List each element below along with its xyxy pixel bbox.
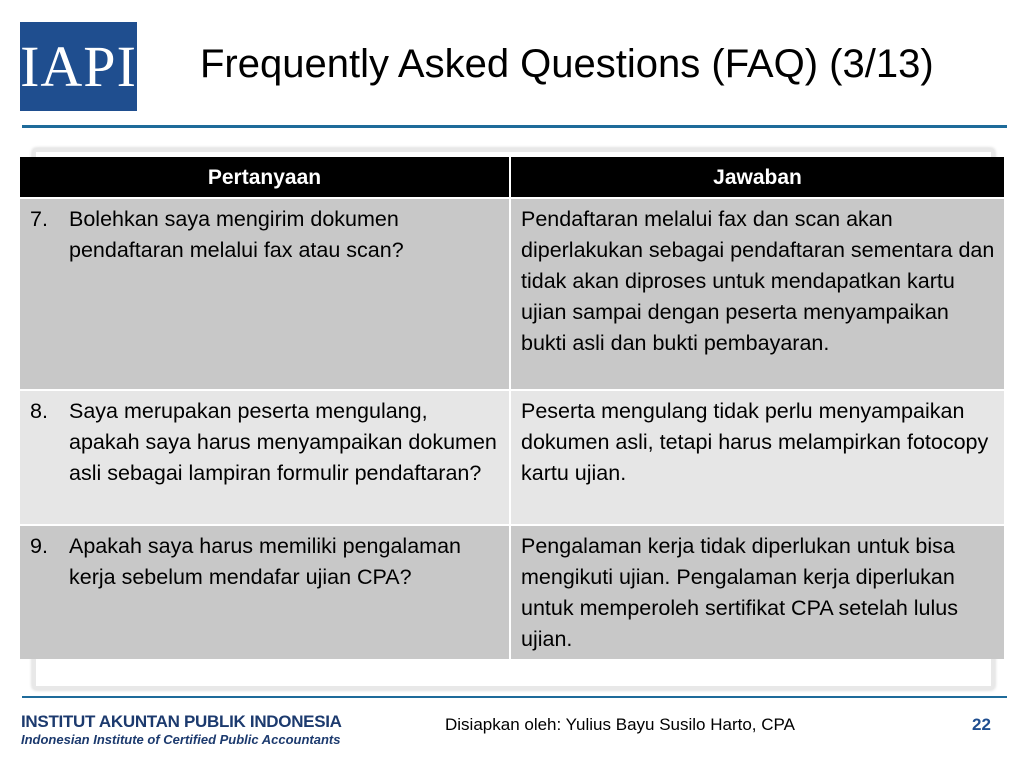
answer-text: Pengalaman kerja tidak diperlukan untuk bisa mengikuti ujian. Pengalaman kerja diperlukan untuk memperoleh sertifikat CPA setelah lulus ujian.: [521, 534, 958, 651]
question-cell: [20, 198, 510, 390]
question-number: 8.: [30, 399, 48, 423]
page-number: 22: [972, 715, 991, 734]
table-header-row: [20, 157, 1004, 198]
top-divider: [22, 125, 1007, 128]
footer-org-subtitle: Indonesian Institute of Certified Public Accountants: [21, 732, 341, 747]
faq-table: [20, 157, 1004, 659]
answer-text: Pendaftaran melalui fax dan scan akan diperlakukan sebagai pendaftaran sementara dan tidak akan diproses untuk mendapatkan kartu ujian sampai dengan peserta menyampaikan bukti asli dan bukti pembayaran.: [521, 207, 995, 355]
question-text: Bolehkan saya mengirim dokumen pendaftaran melalui fax atau scan?: [69, 207, 404, 262]
answer-text: Peserta mengulang tidak perlu menyampaikan dokumen asli, tetapi harus melampirkan fotocopy kartu ujian.: [521, 399, 989, 485]
table-row: [20, 525, 1004, 659]
question-text: Saya merupakan peserta mengulang, apakah saya harus menyampaikan dokumen asli sebagai lampiran formulir pendaftaran?: [69, 399, 497, 485]
bottom-divider: [22, 696, 1007, 698]
footer-prepared-by: Disiapkan oleh: Yulius Bayu Susilo Harto, CPA: [445, 715, 795, 734]
table-row: [20, 198, 1004, 390]
iapi-logo: [20, 22, 137, 111]
question-text: Apakah saya harus memiliki pengalaman kerja sebelum mendafar ujian CPA?: [69, 534, 461, 589]
column-header-answer: Jawaban: [510, 157, 1004, 198]
footer-org-name: INSTITUT AKUNTAN PUBLIK INDONESIA: [21, 712, 342, 731]
answer-cell: [510, 390, 1004, 525]
question-cell: [20, 525, 510, 659]
column-header-question: Pertanyaan: [20, 157, 510, 198]
question-number: 7.: [30, 207, 48, 231]
answer-cell: [510, 198, 1004, 390]
table-row: [20, 390, 1004, 525]
logo-text: IAPI: [20, 34, 137, 99]
question-cell: [20, 390, 510, 525]
answer-cell: [510, 525, 1004, 659]
question-number: 9.: [30, 534, 48, 558]
slide-title: Frequently Asked Questions (FAQ) (3/13): [200, 42, 934, 86]
